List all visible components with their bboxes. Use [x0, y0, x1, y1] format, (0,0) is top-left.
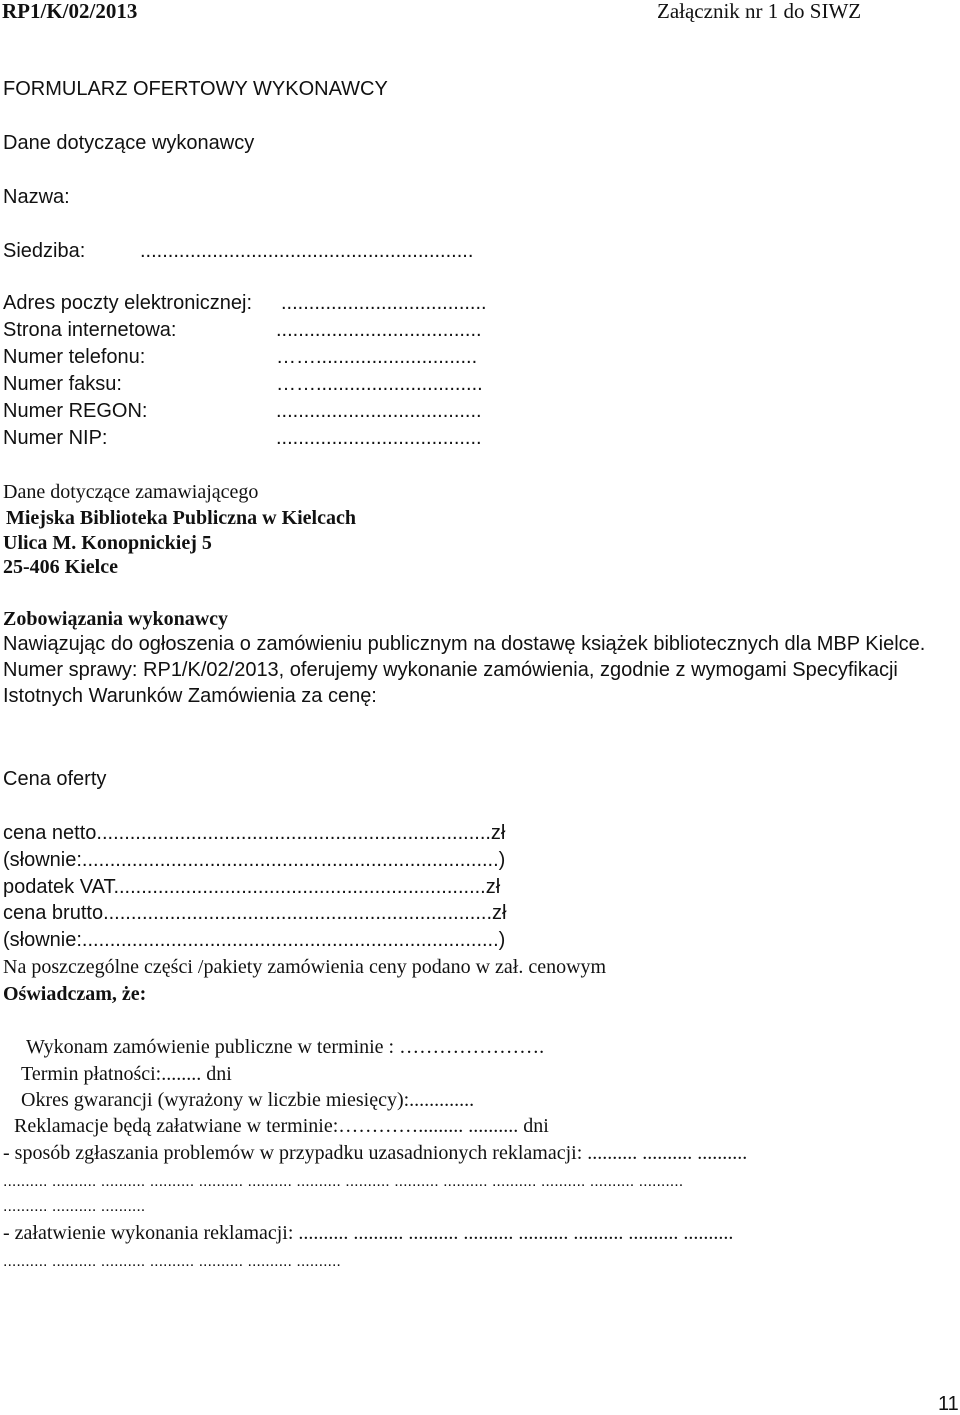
website-label: Strona internetowa: — [3, 319, 177, 341]
website-field[interactable]: ..................................... — [276, 319, 482, 341]
buyer-city: 25-406 Kielce — [3, 556, 118, 578]
document-title: FORMULARZ OFERTOWY WYKONAWCY — [3, 78, 388, 100]
net-price-words-field[interactable]: (słownie:...........................................................................) — [3, 849, 506, 871]
buyer-street: Ulica M. Konopnickiej 5 — [3, 532, 212, 554]
nip-field[interactable]: ..................................... — [276, 427, 482, 449]
seat-field[interactable]: ............................................................ — [140, 240, 474, 262]
complaints-term-field[interactable]: Reklamacje będą załatwiane w terminie:…………......... .......... dni — [14, 1115, 549, 1137]
problem-reporting-continuation-2[interactable]: .......... .......... .......... — [3, 1198, 146, 1215]
warranty-period-field[interactable]: Okres gwarancji (wyrażony w liczbie miesięcy):............. — [21, 1089, 475, 1111]
case-number-header: RP1/K/02/2013 — [2, 0, 138, 23]
contractor-section-heading: Dane dotyczące wykonawcy — [3, 132, 255, 154]
regon-field[interactable]: ..................................... — [276, 400, 482, 422]
fax-label: Numer faksu: — [3, 373, 122, 395]
attachment-label-header: Załącznik nr 1 do SIWZ — [657, 0, 862, 23]
gross-price-words-field[interactable]: (słownie:...........................................................................) — [3, 929, 506, 951]
fax-field[interactable]: …….............................. — [276, 373, 483, 395]
seat-label: Siedziba: — [3, 240, 86, 262]
price-note: Na poszczególne części /pakiety zamówienia ceny podano w zał. cenowym — [3, 956, 607, 978]
gross-price-field[interactable]: cena brutto......................................................................zł — [3, 902, 507, 924]
complaint-handling-continuation[interactable]: .......... .......... .......... .......... .......... .......... .......... — [3, 1253, 341, 1270]
page-number: 11 — [938, 1393, 959, 1415]
phone-label: Numer telefonu: — [3, 346, 146, 368]
phone-field[interactable]: ……............................. — [276, 346, 478, 368]
payment-term-field[interactable]: Termin płatności:........ dni — [21, 1063, 232, 1085]
complaint-handling-field[interactable]: - załatwienie wykonania reklamacji: .......... .......... .......... .......... .......... .......... .......... .......... — [3, 1222, 734, 1244]
completion-term-field[interactable]: Wykonam zamówienie publiczne w terminie : …………………. — [26, 1036, 545, 1058]
declaration-heading: Oświadczam, że: — [3, 983, 147, 1005]
email-label: Adres poczty elektronicznej: — [3, 292, 253, 314]
obligations-heading: Zobowiązania wykonawcy — [3, 608, 229, 630]
buyer-section-heading: Dane dotyczące zamawiającego — [3, 481, 259, 503]
buyer-name: Miejska Biblioteka Publiczna w Kielcach — [6, 507, 356, 529]
problem-reporting-field[interactable]: - sposób zgłaszania problemów w przypadku uzasadnionych reklamacji: .......... .......... .......... — [3, 1142, 748, 1164]
vat-field[interactable]: podatek VAT...................................................................zł — [3, 876, 501, 898]
net-price-field[interactable]: cena netto.......................................................................zł — [3, 822, 506, 844]
name-label: Nazwa: — [3, 186, 70, 208]
problem-reporting-continuation[interactable]: .......... .......... .......... .......... .......... .......... .......... .......... .......... .......... .......... .......... .......... .......... — [3, 1173, 684, 1190]
regon-label: Numer REGON: — [3, 400, 148, 422]
email-field[interactable]: ..................................... — [281, 292, 487, 314]
price-heading: Cena oferty — [3, 768, 107, 790]
nip-label: Numer NIP: — [3, 427, 108, 449]
obligations-paragraph: Nawiązując do ogłoszenia o zamówieniu publicznym na dostawę książek bibliotecznych dla MBP Kielce. Numer sprawy: RP1/K/02/2013, oferujemy wykonanie zamówienia, zgodnie z wymogami Specyfikacji Istotnych Warunków Zamówienia za cenę: — [3, 633, 926, 707]
